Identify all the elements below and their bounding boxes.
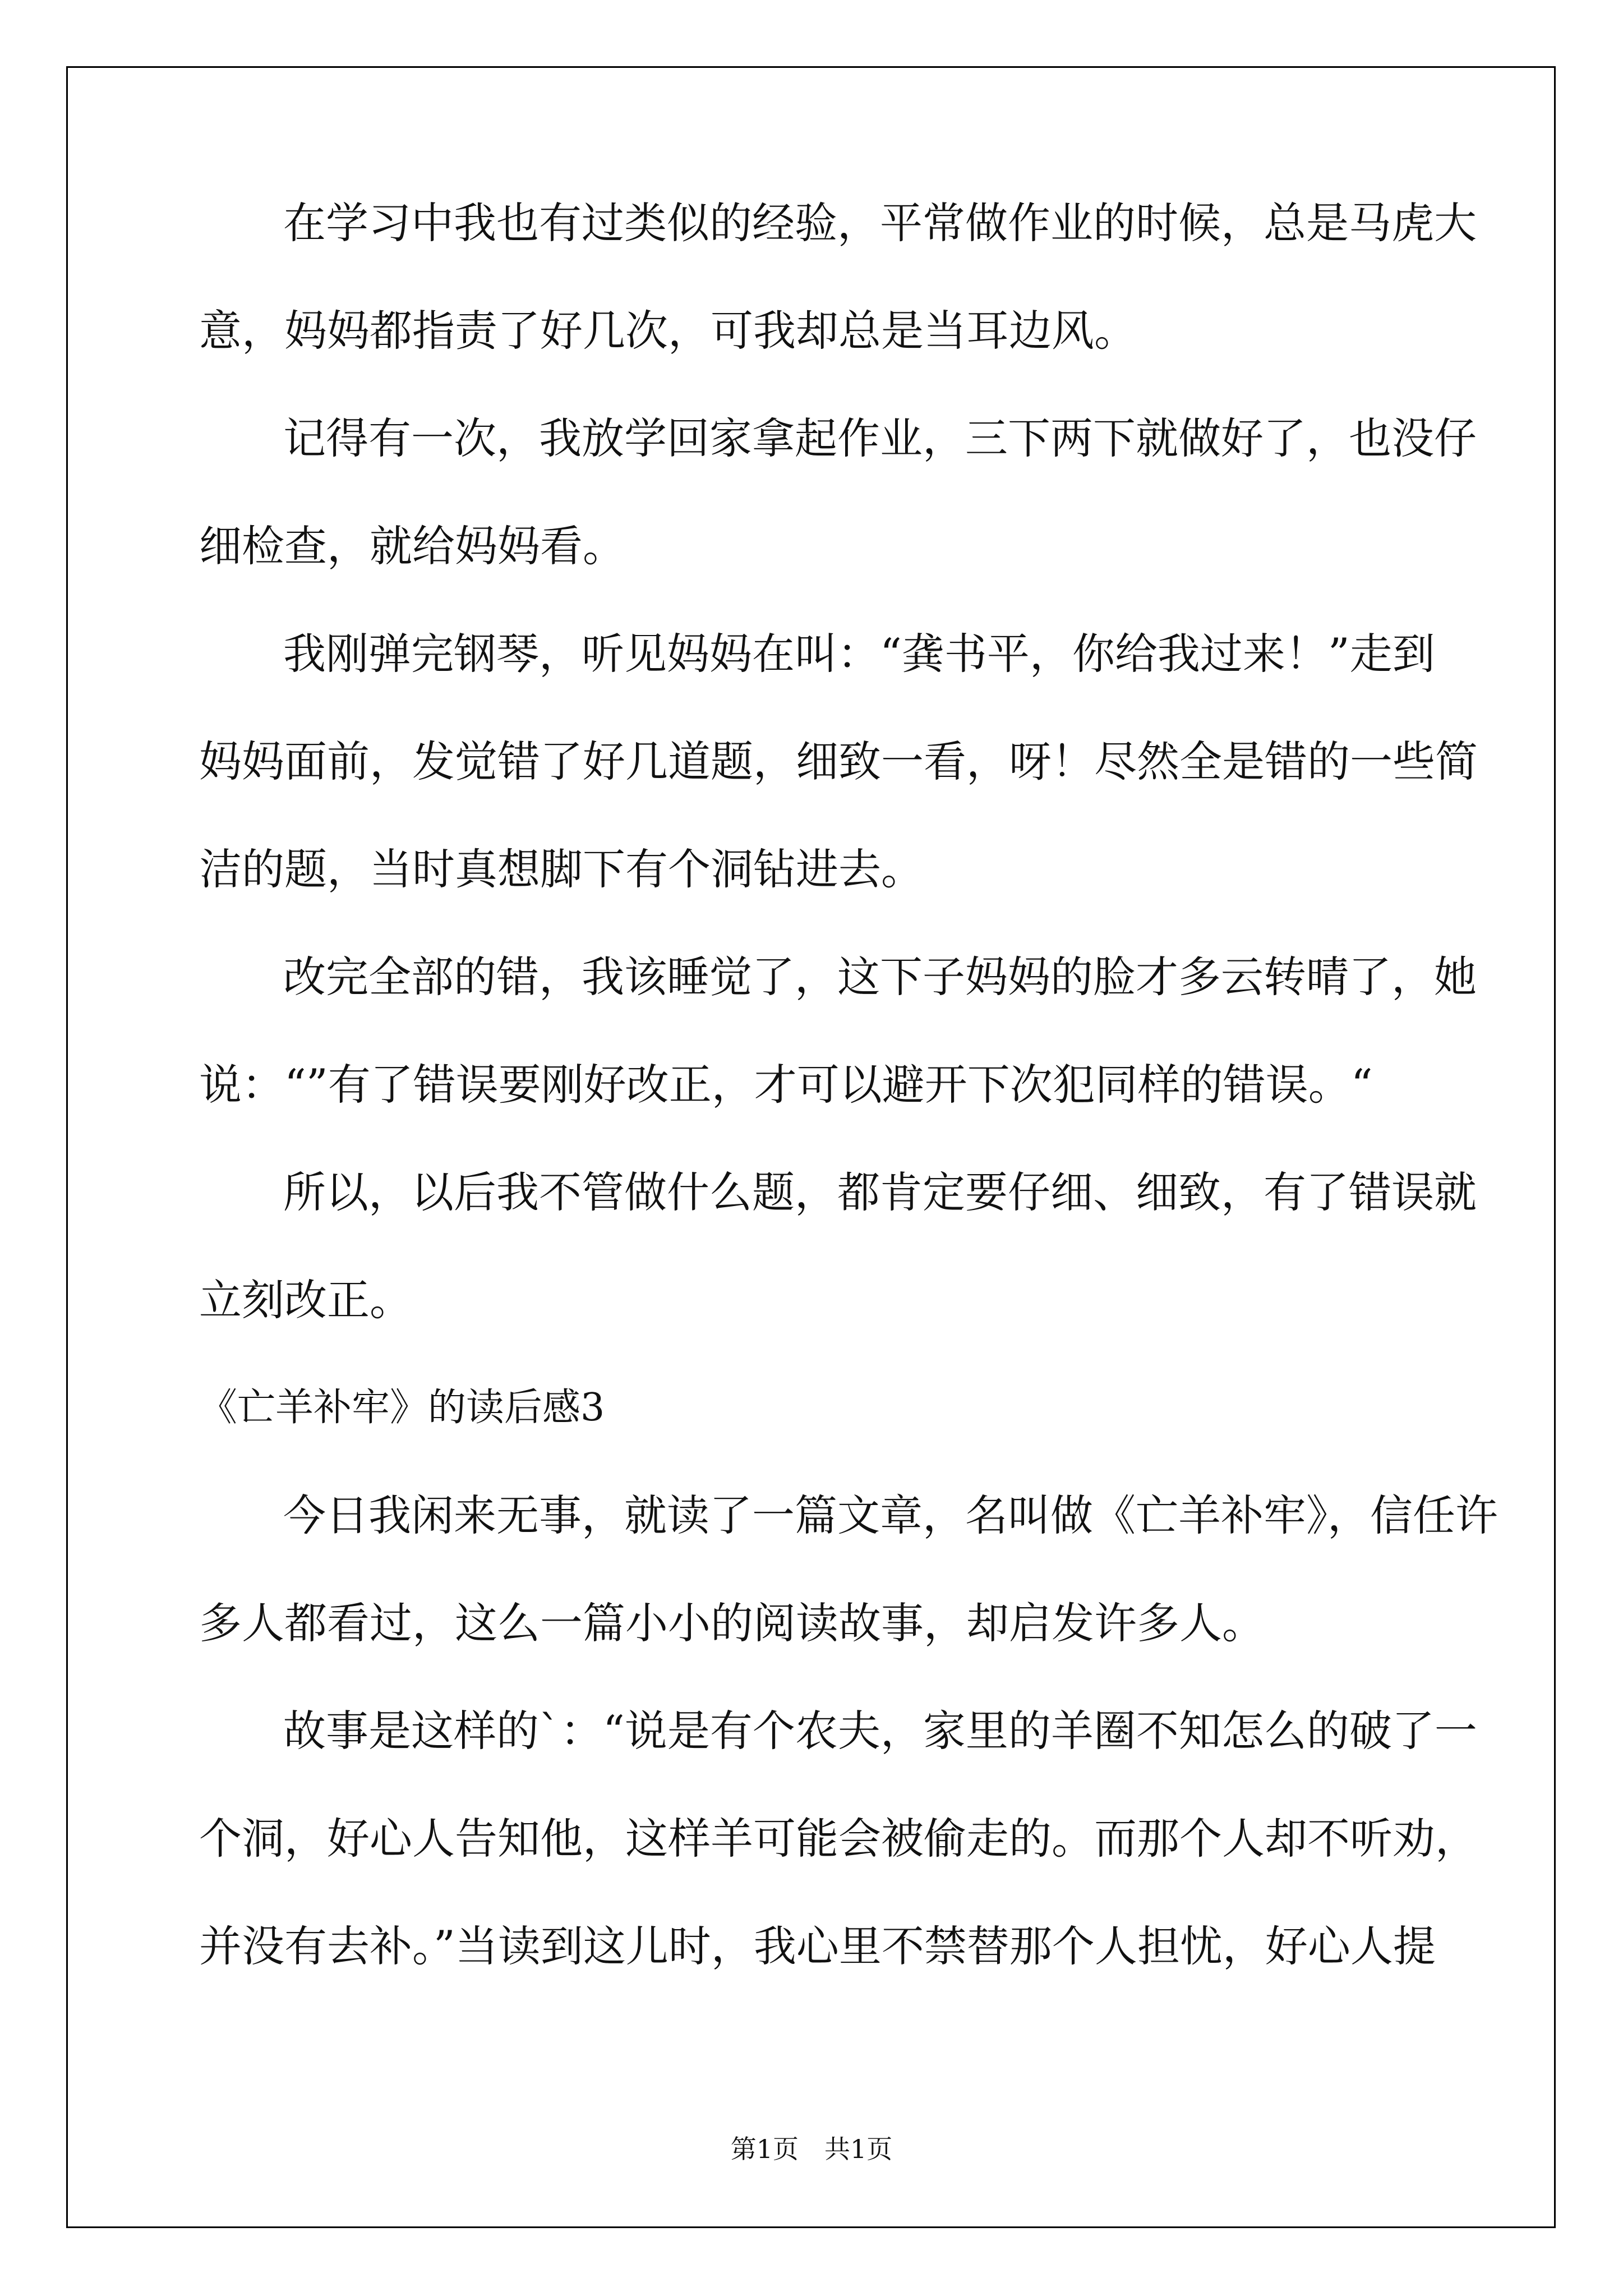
paragraph-line: 洁的题，当时真想脚下有个洞钻进去。 — [199, 844, 924, 894]
paragraph-line: 意，妈妈都指责了好几次，可我却总是当耳边风。 — [199, 306, 1137, 356]
paragraph-line: 妈妈面前，发觉错了好几道题，细致一看，呀！尽然全是错的一些简 — [199, 737, 1478, 786]
paragraph-line: 个洞，好心人告知他，这样羊可能会被偷走的。而那个人却不听劝， — [199, 1814, 1478, 1864]
paragraph-line: 并没有去补。”当读到这儿时，我心里不禁替那个人担忧，好心人提 — [199, 1921, 1436, 1971]
paragraph-line: 立刻改正。 — [199, 1275, 412, 1325]
section-heading: 《亡羊补牢》的读后感3 — [199, 1386, 605, 1430]
paragraph-line: 记得有一次，我放学回家拿起作业，三下两下就做好了，也没仔 — [283, 413, 1477, 463]
paragraph-line: 改完全部的错，我该睡觉了，这下子妈妈的脸才多云转晴了，她 — [283, 952, 1477, 1002]
paragraph-line: 多人都看过，这么一篇小小的阅读故事，却启发许多人。 — [199, 1598, 1265, 1648]
paragraph-line: 我刚弹完钢琴，听见妈妈在叫：“龚书平，你给我过来！”走到 — [283, 629, 1435, 679]
paragraph-line: 细检查，就给妈妈看。 — [199, 521, 625, 571]
paragraph-line: 说：“”有了错误要刚好改正，才可以避开下次犯同样的错误。“ — [199, 1060, 1373, 1110]
paragraph-line: 所以，以后我不管做什么题，都肯定要仔细、细致，有了错误就 — [283, 1167, 1477, 1217]
paragraph-line: 今日我闲来无事，就读了一篇文章，名叫做《亡羊补牢》，信任许 — [283, 1490, 1498, 1540]
document-body — [199, 198, 1498, 1971]
paragraph-line: 故事是这样的`：“说是有个农夫，家里的羊圈不知怎么的破了一 — [283, 1706, 1477, 1756]
page-footer: 第1页 共1页 — [730, 2134, 893, 2164]
paragraph-line: 在学习中我也有过类似的经验，平常做作业的时候，总是马虎大 — [283, 198, 1477, 248]
